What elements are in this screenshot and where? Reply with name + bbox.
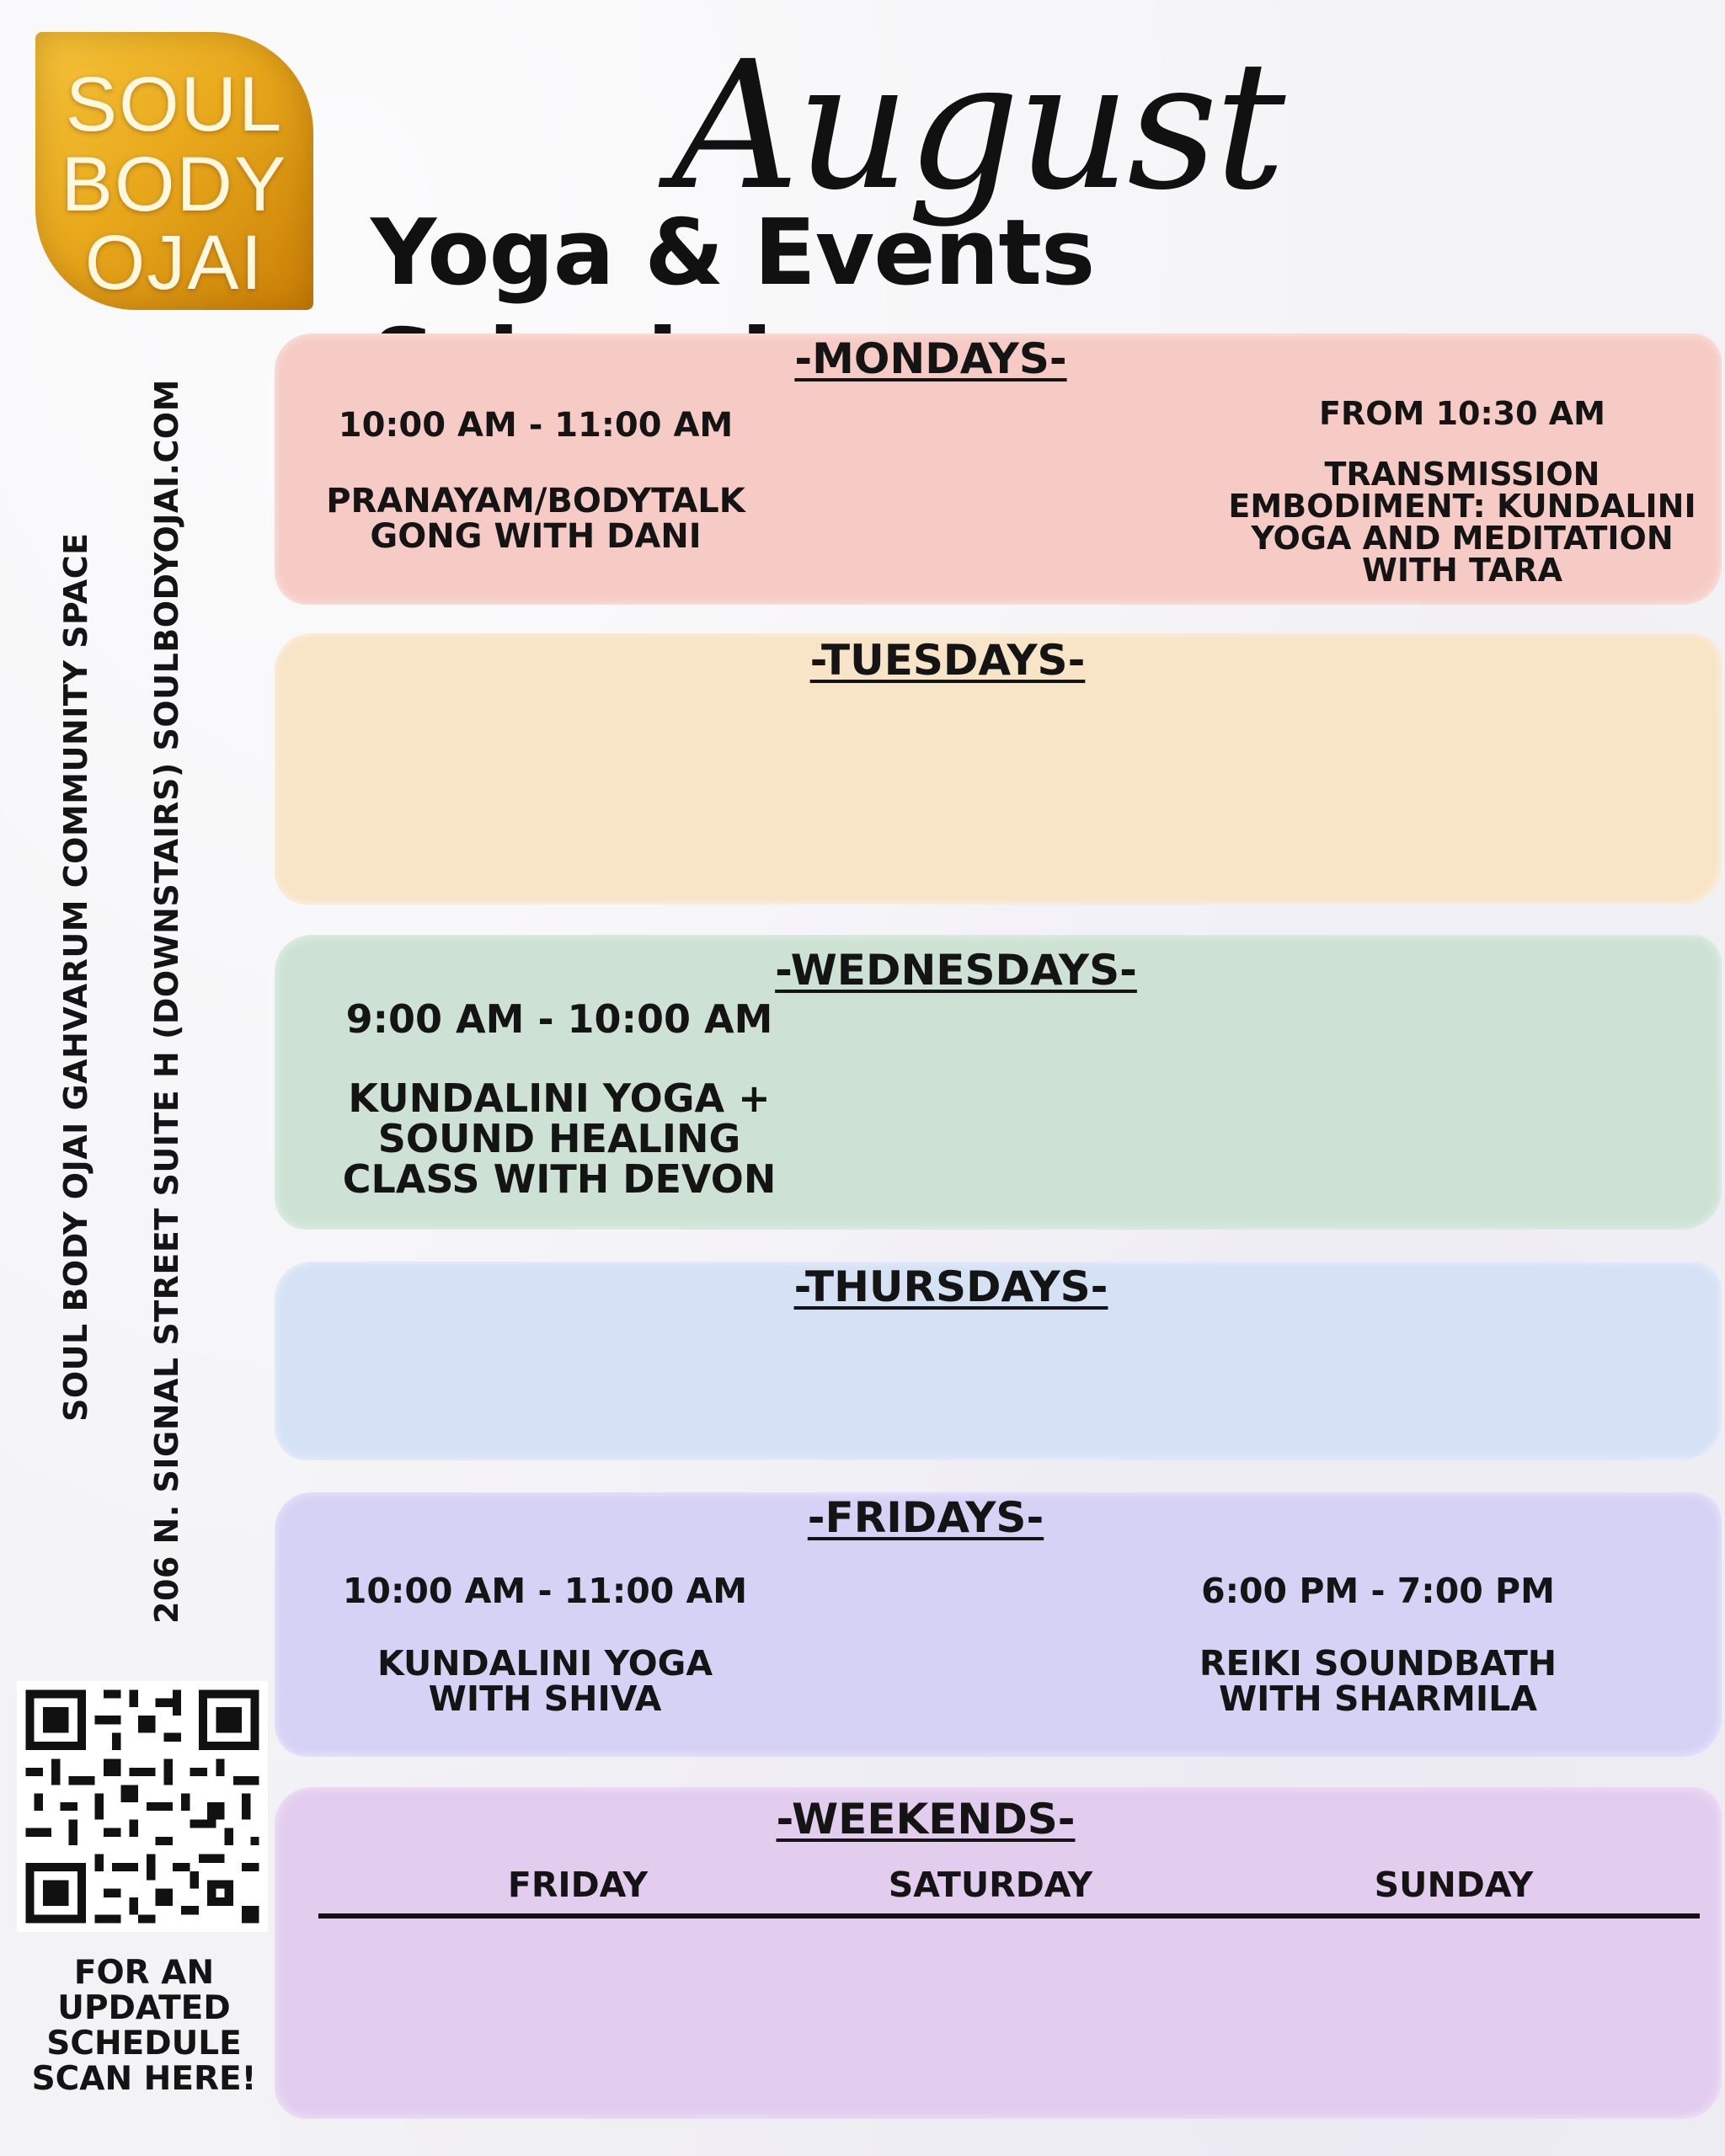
wednesday-event-1: [317, 996, 802, 1202]
logo-line-soul: SOUL: [65, 61, 284, 147]
event-name: TRANSMISSION EMBODIMENT: KUNDALINI YOGA AND MEDITATION WITH TARA: [1228, 456, 1696, 589]
soul-body-ojai-logo: [35, 32, 313, 310]
weekend-column-saturday: SATURDAY: [888, 1865, 1093, 1905]
thursday-heading: -THURSDAYS-: [793, 1262, 1108, 1311]
weekend-column-friday: FRIDAY: [507, 1865, 649, 1905]
event-time: 6:00 PM - 7:00 PM: [1201, 1571, 1555, 1611]
event-time: 10:00 AM - 11:00 AM: [338, 406, 734, 445]
friday-event-1: [322, 1571, 768, 1719]
page-title: Yoga & Events: [371, 200, 1095, 306]
logo-line-body: BODY: [61, 141, 288, 227]
qr-caption: FOR AN UPDATED SCHEDULE SCAN HERE!: [31, 1954, 257, 2098]
monday-event-1: [308, 408, 763, 554]
wednesday-panel: [275, 935, 1722, 1230]
month-heading: August: [671, 23, 1283, 229]
monday-event-2: [1226, 395, 1698, 589]
weekends-heading: -WEEKENDS-: [776, 1795, 1076, 1844]
logo-line-ojai: OJAI: [84, 220, 264, 306]
weekend-divider: [318, 1913, 1700, 1919]
event-time: 10:00 AM - 11:00 AM: [342, 1571, 748, 1611]
event-name: KUNDALINI YOGA WITH SHIVA: [377, 1643, 713, 1719]
event-name: PRANAYAM/BODYTALK GONG WITH DANI: [326, 482, 745, 556]
event-time: 9:00 AM - 10:00 AM: [345, 996, 773, 1042]
friday-heading: -FRIDAYS-: [807, 1493, 1044, 1542]
monday-panel: [275, 334, 1722, 605]
event-name: REIKI SOUNDBATH WITH SHARMILA: [1199, 1643, 1557, 1719]
friday-panel: [275, 1492, 1722, 1757]
weekends-panel: [275, 1787, 1722, 2119]
monday-heading: -MONDAYS-: [794, 334, 1067, 383]
weekend-column-sunday: SUNDAY: [1374, 1865, 1534, 1905]
tuesday-panel: [275, 633, 1722, 905]
venue-name-vertical: SOUL BODY OJAI GAHVARUM COMMUNITY SPACE: [57, 532, 94, 1422]
event-name: KUNDALINI YOGA + SOUND HEALING CLASS WITH DEVON: [342, 1075, 777, 1202]
address-website-vertical: 206 N. SIGNAL STREET SUITE H (DOWNSTAIRS) SOULBODYOJAI.COM: [148, 379, 185, 1624]
wednesday-heading: -WEDNESDAYS-: [775, 946, 1137, 995]
friday-event-2: [1151, 1571, 1605, 1719]
event-time: FROM 10:30 AM: [1319, 395, 1605, 432]
tuesday-heading: -TUESDAYS-: [809, 636, 1086, 685]
thursday-panel: [275, 1262, 1722, 1460]
